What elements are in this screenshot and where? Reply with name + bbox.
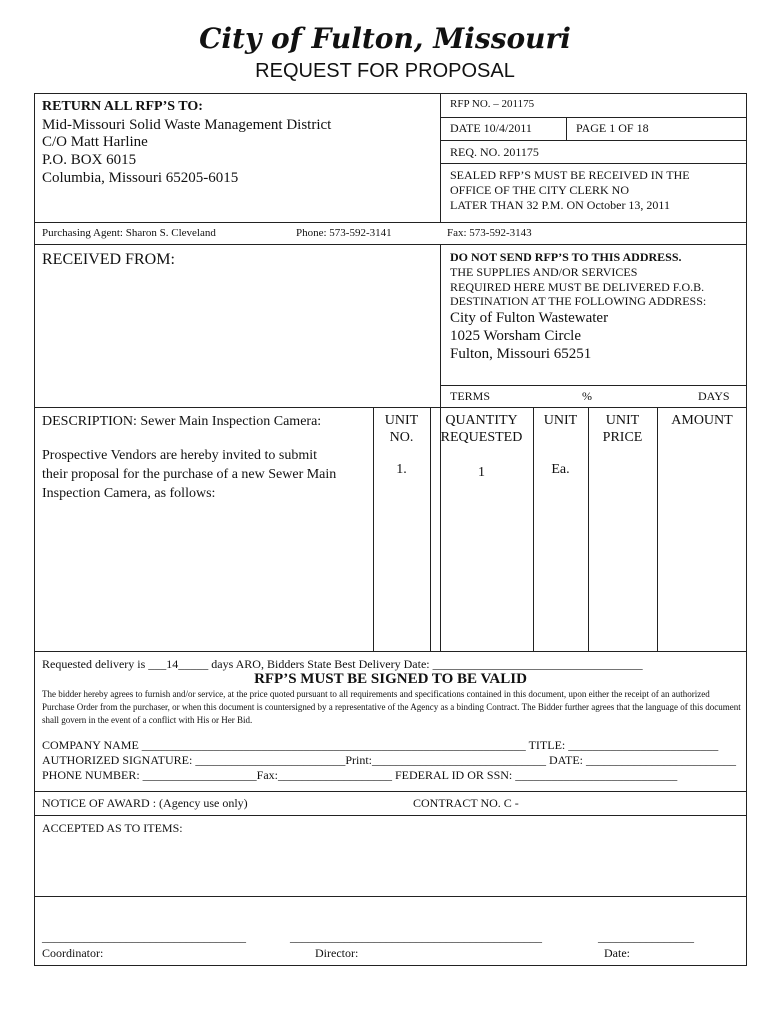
delivery-address-line: 1025 Worsham Circle [450,328,581,344]
delivery-address-line: Fulton, Missouri 65251 [450,346,592,362]
coordinator-label: Coordinator: [42,946,104,960]
row-quantity: 1 [478,465,485,480]
divider [566,117,567,140]
divider [440,117,747,118]
divider [34,244,747,245]
page-title: City of Fulton, Missouri [199,22,571,55]
col-header-unit: UNIT [543,413,578,428]
delivery-line: DESTINATION AT THE FOLLOWING ADDRESS: [450,294,707,308]
divider [440,140,747,141]
divider [440,385,747,386]
divider [34,222,747,223]
divider [34,896,747,897]
signing-heading: RFP’S MUST BE SIGNED TO BE VALID [254,671,527,687]
description-line: Inspection Camera, as follows: [42,486,216,501]
col-header-unit-price: UNIT [605,413,640,428]
contract-number: CONTRACT NO. C - [413,796,519,810]
page-count: PAGE 1 OF 18 [576,121,649,135]
divider [34,815,747,816]
return-to-heading: RETURN ALL RFP’S TO: [42,99,203,114]
description-header: DESCRIPTION: Sewer Main Inspection Camera: [42,414,322,429]
company-name-line: COMPANY NAME ________________________________________________________________ TITLE: _________________________ [42,738,719,752]
coordinator-signature-line: __________________________________ [42,930,246,944]
row-unit: Ea. [551,462,570,477]
delivery-line: REQUIRED HERE MUST BE DELIVERED F.O.B. [450,280,705,294]
rfp-number: RFP NO. – 201175 [450,98,535,110]
description-line: their proposal for the purchase of a new Sewer Main [42,467,337,482]
return-to-line: Columbia, Missouri 65205-6015 [42,170,239,186]
requested-delivery: Requested delivery is ___14_____ days ARO, Bidders State Best Delivery Date: ___________________________________ [42,657,643,671]
notice-of-award: NOTICE OF AWARD : (Agency use only) [42,796,248,810]
return-to-line: C/O Matt Harline [42,134,148,150]
divider [34,651,747,652]
phone-number-line: PHONE NUMBER: ___________________Fax:___________________ FEDERAL ID OR SSN: ___________________________ [42,768,678,782]
divider [34,791,747,792]
req-number: REQ. NO. 201175 [450,145,539,159]
sealed-notice-line: SEALED RFP’S MUST BE RECEIVED IN THE [450,168,690,182]
rfp-date: DATE 10/4/2011 [450,121,532,135]
col-header-amount: AMOUNT [671,413,733,428]
divider [34,407,747,408]
date-label: Date: [604,946,630,960]
purchasing-agent: Purchasing Agent: Sharon S. Cleveland [42,227,216,239]
date-signature-line: ________________ [598,930,694,944]
col-header-quantity: REQUESTED [440,430,523,445]
divider [657,407,658,651]
accepted-as-to-items: ACCEPTED AS TO ITEMS: [42,821,183,835]
terms-percent: % [582,389,592,403]
return-to-line: Mid-Missouri Solid Waste Management District [42,117,332,133]
description-line: Prospective Vendors are hereby invited to submit [42,448,318,463]
col-header-unit-price: PRICE [602,430,643,445]
agent-phone: Phone: 573-592-3141 [296,227,392,239]
sealed-notice-line: OFFICE OF THE CITY CLERK NO [450,183,630,197]
received-from-label: RECEIVED FROM: [42,251,175,268]
authorized-signature-line: AUTHORIZED SIGNATURE: _________________________Print:_____________________________ DATE: _________________________ [42,753,736,767]
divider [440,244,441,651]
col-header-unit-no: NO. [389,430,414,445]
director-label: Director: [315,946,359,960]
page-subtitle: REQUEST FOR PROPOSAL [255,60,515,82]
return-to-line: P.O. BOX 6015 [42,152,137,168]
delivery-warning: DO NOT SEND RFP’S TO THIS ADDRESS. [450,250,682,264]
terms-days: DAYS [698,389,730,403]
agreement-text: The bidder hereby agrees to furnish and/or service, at the price quoted pursuant to all requirements and specifications contained in this document, upon either the receipt of an authorized Purchase Order from the purchaser, or when this document is countersigned by a representative of the Agency as a binding Contract. The Bidder further agrees that the language of this document shall govern in the event of a conflict with His or Her Bid. [42,689,741,725]
sealed-notice-line: LATER THAN 32 P.M. ON October 13, 2011 [450,198,670,212]
divider [440,93,441,222]
director-signature-line: __________________________________________ [290,930,542,944]
divider [533,407,534,651]
col-header-quantity: QUANTITY [445,413,518,428]
col-header-unit-no: UNIT [384,413,419,428]
divider [440,163,747,164]
agent-fax: Fax: 573-592-3143 [447,227,532,239]
row-unit-no: 1. [396,462,407,477]
terms-label: TERMS [450,389,491,403]
delivery-address-line: City of Fulton Wastewater [450,310,609,326]
delivery-line: THE SUPPLIES AND/OR SERVICES [450,265,638,279]
